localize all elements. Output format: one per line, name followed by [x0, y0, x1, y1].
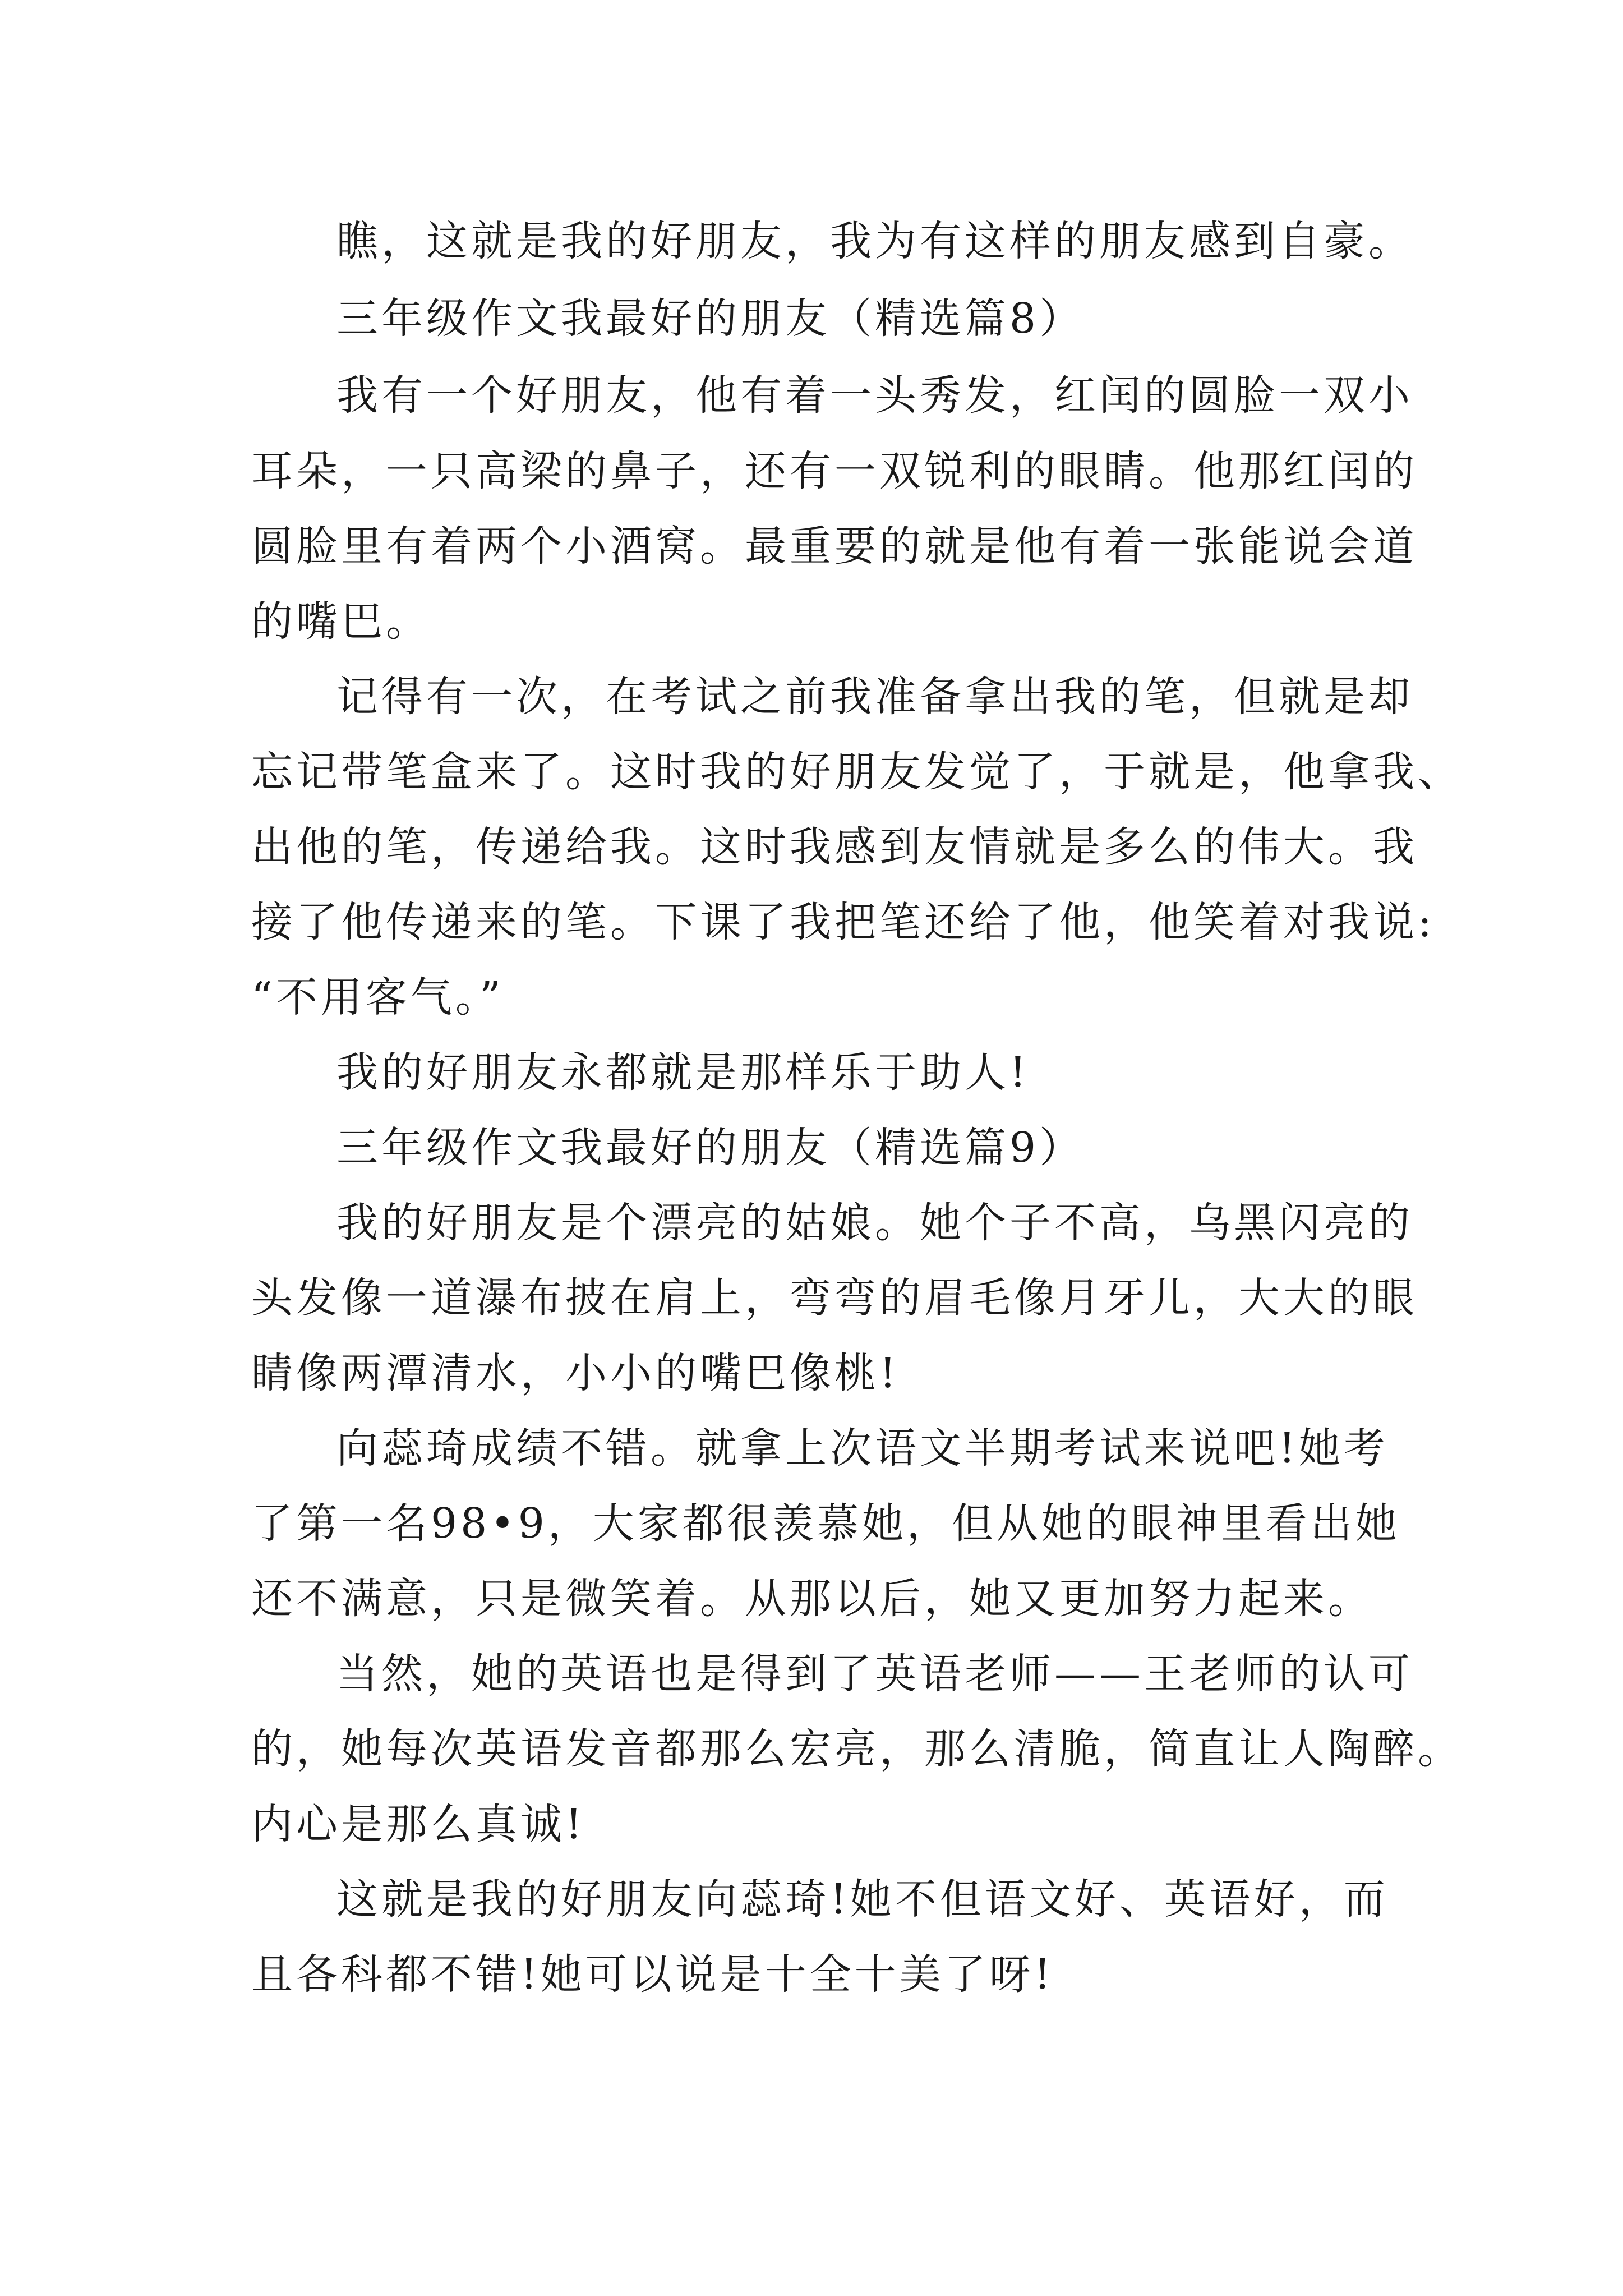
- text-line: 耳朵，一只高梁的鼻子，还有一双锐利的眼睛。他那红闰的: [251, 447, 1418, 495]
- text-line: 的嘴巴。: [251, 597, 431, 646]
- text-line: 忘记带笔盒来了。这时我的好朋友发觉了，于就是，他拿我、: [251, 748, 1463, 796]
- text-line: 内心是那么真诚!: [251, 1800, 585, 1848]
- text-line: 还不满意，只是微笑着。从那以后，她又更加努力起来。: [251, 1575, 1373, 1623]
- text-line: 头发像一道瀑布披在肩上，弯弯的眉毛像月牙儿，大大的眼: [251, 1274, 1418, 1322]
- text-line: 的，她每次英语发音都那么宏亮，那么清脆，简直让人陶醉。: [251, 1725, 1463, 1773]
- text-line: 睛像两潭清水，小小的嘴巴像桃!: [251, 1349, 900, 1397]
- text-line: 记得有一次，在考试之前我准备拿出我的笔，但就是却: [336, 673, 1413, 721]
- text-line: 这就是我的好朋友向蕊琦!她不但语文好、英语好，而: [336, 1875, 1389, 1924]
- text-line: 当然，她的英语也是得到了英语老师——王老师的认可: [336, 1650, 1413, 1698]
- text-line: 出他的笔，传递给我。这时我感到友情就是多么的伟大。我: [251, 823, 1418, 871]
- text-line: 了第一名98•9，大家都很羡慕她，但从她的眼神里看出她: [251, 1499, 1400, 1548]
- text-line: 圆脸里有着两个小酒窝。最重要的就是他有着一张能说会道: [251, 522, 1418, 570]
- text-line: 且各科都不错!她可以说是十全十美了呀!: [251, 1950, 1054, 1999]
- text-line: 我有一个好朋友，他有着一头秀发，红闰的圆脸一双小: [336, 371, 1413, 420]
- text-line: 向蕊琦成绩不错。就拿上次语文半期考试来说吧!她考: [336, 1424, 1389, 1473]
- text-line: 瞧，这就是我的好朋友，我为有这样的朋友感到自豪。: [336, 217, 1413, 265]
- section-heading: 三年级作文我最好的朋友（精选篇8）: [336, 295, 1085, 343]
- text-line: 我的好朋友是个漂亮的姑娘。她个子不高，乌黑闪亮的: [336, 1199, 1413, 1247]
- text-line: 我的好朋友永都就是那样乐于助人!: [336, 1048, 1030, 1097]
- text-line: 接了他传递来的笔。下课了我把笔还给了他，他笑着对我说:: [251, 898, 1435, 946]
- text-line: “不用客气。”: [251, 973, 504, 1022]
- section-heading: 三年级作文我最好的朋友（精选篇9）: [336, 1124, 1085, 1172]
